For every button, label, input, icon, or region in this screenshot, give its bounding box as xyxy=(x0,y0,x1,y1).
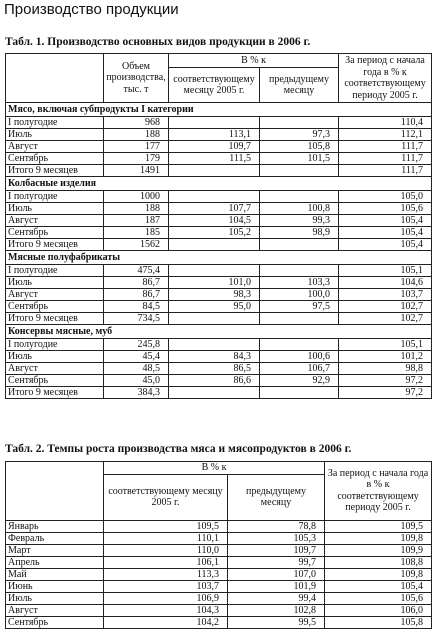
table-row xyxy=(6,556,432,568)
same-month-cell: 103,7 xyxy=(104,580,228,592)
month-label-cell: Июль xyxy=(6,592,104,604)
same-month-cell xyxy=(169,117,260,129)
month-label-cell: Август xyxy=(6,604,104,616)
row-label-cell: Август xyxy=(6,289,104,301)
row-label-cell: Август xyxy=(6,141,104,153)
table2-same-month-header: соответствующему месяцу 2005 г. xyxy=(104,474,228,520)
prev-month-cell xyxy=(260,191,339,203)
month-label-cell: Февраль xyxy=(6,532,104,544)
same-month-cell: 86,6 xyxy=(169,375,260,387)
row-label-cell: I полугодие xyxy=(6,339,104,351)
period-cell: 112,1 xyxy=(339,129,432,141)
prev-month-cell: 109,7 xyxy=(228,544,325,556)
prev-month-cell xyxy=(260,165,339,177)
table2-prev-month-header: предыдущему месяцу xyxy=(228,474,325,520)
volume-cell: 187 xyxy=(104,215,169,227)
prev-month-cell xyxy=(260,265,339,277)
period-cell: 97,2 xyxy=(339,375,432,387)
table-row xyxy=(6,616,432,628)
row-label-cell: Итого 9 месяцев xyxy=(6,239,104,251)
period-cell: 97,2 xyxy=(339,387,432,399)
row-label-cell: Июль xyxy=(6,277,104,289)
row-label-cell: Август xyxy=(6,215,104,227)
prev-month-cell: 100,0 xyxy=(260,289,339,301)
period-cell: 105,4 xyxy=(339,239,432,251)
table-row xyxy=(6,191,432,203)
period-cell: 104,6 xyxy=(339,277,432,289)
period-cell: 102,7 xyxy=(339,301,432,313)
table-row xyxy=(6,363,432,375)
table-row xyxy=(6,532,432,544)
table2-body xyxy=(6,520,432,628)
volume-cell: 734,5 xyxy=(104,313,169,325)
period-cell: 109,8 xyxy=(325,568,432,580)
period-cell: 105,8 xyxy=(325,616,432,628)
period-cell: 105,6 xyxy=(325,592,432,604)
prev-month-cell: 99,3 xyxy=(260,215,339,227)
table1-same-month-header: соответствующему месяцу 2005 г. xyxy=(169,68,260,103)
period-cell: 111,7 xyxy=(339,141,432,153)
month-label-cell: Январь xyxy=(6,520,104,532)
table1-section-heading: Колбасные изделия xyxy=(6,177,432,191)
table2-period-header: За период с начала года в % к соответствующему периоду 2005 г. xyxy=(325,462,432,521)
period-cell: 111,7 xyxy=(339,165,432,177)
same-month-cell: 84,3 xyxy=(169,351,260,363)
volume-cell: 48,5 xyxy=(104,363,169,375)
same-month-cell xyxy=(169,191,260,203)
volume-cell: 245,8 xyxy=(104,339,169,351)
row-label-cell: Итого 9 месяцев xyxy=(6,387,104,399)
page-title: Производство продукции xyxy=(4,1,179,18)
period-cell: 105,6 xyxy=(339,203,432,215)
same-month-cell: 101,0 xyxy=(169,277,260,289)
same-month-cell: 109,5 xyxy=(104,520,228,532)
table-row xyxy=(6,351,432,363)
prev-month-cell: 99,5 xyxy=(228,616,325,628)
table-row xyxy=(6,265,432,277)
volume-cell: 475,4 xyxy=(104,265,169,277)
prev-month-cell: 99,4 xyxy=(228,592,325,604)
same-month-cell xyxy=(169,165,260,177)
same-month-cell xyxy=(169,313,260,325)
prev-month-cell: 101,9 xyxy=(228,580,325,592)
prev-month-cell: 98,9 xyxy=(260,227,339,239)
table1-prev-month-header: предыдущему месяцу xyxy=(260,68,339,103)
same-month-cell xyxy=(169,339,260,351)
row-label-cell: Июль xyxy=(6,129,104,141)
period-cell: 108,8 xyxy=(325,556,432,568)
table-row xyxy=(6,568,432,580)
prev-month-cell: 101,5 xyxy=(260,153,339,165)
volume-cell: 179 xyxy=(104,153,169,165)
table-row xyxy=(6,339,432,351)
month-label-cell: Июнь xyxy=(6,580,104,592)
same-month-cell: 110,0 xyxy=(104,544,228,556)
prev-month-cell: 107,0 xyxy=(228,568,325,580)
prev-month-cell: 105,8 xyxy=(260,141,339,153)
period-cell: 110,4 xyxy=(339,117,432,129)
period-cell: 105,4 xyxy=(325,580,432,592)
same-month-cell: 104,3 xyxy=(104,604,228,616)
table1-body xyxy=(6,103,432,399)
prev-month-cell xyxy=(260,387,339,399)
period-cell: 101,2 xyxy=(339,351,432,363)
production-table xyxy=(5,53,432,399)
table-row xyxy=(6,520,432,532)
table-row xyxy=(6,239,432,251)
row-label-cell: Июль xyxy=(6,203,104,215)
table-row xyxy=(6,375,432,387)
prev-month-cell: 97,5 xyxy=(260,301,339,313)
table-row xyxy=(6,289,432,301)
period-cell: 105,4 xyxy=(339,215,432,227)
row-label-cell: Сентябрь xyxy=(6,301,104,313)
table-row xyxy=(6,604,432,616)
table-row xyxy=(6,117,432,129)
table-row xyxy=(6,580,432,592)
volume-cell: 968 xyxy=(104,117,169,129)
table-row xyxy=(6,313,432,325)
period-cell: 109,5 xyxy=(325,520,432,532)
period-cell: 109,8 xyxy=(325,532,432,544)
same-month-cell: 104,2 xyxy=(104,616,228,628)
prev-month-cell: 100,6 xyxy=(260,351,339,363)
table-row xyxy=(6,215,432,227)
period-cell: 111,7 xyxy=(339,153,432,165)
period-cell: 105,0 xyxy=(339,191,432,203)
period-cell: 105,4 xyxy=(339,227,432,239)
row-label-cell: Итого 9 месяцев xyxy=(6,313,104,325)
table1-section-heading: Мясные полуфабрикаты xyxy=(6,251,432,265)
volume-cell: 188 xyxy=(104,129,169,141)
same-month-cell: 105,2 xyxy=(169,227,260,239)
row-label-cell: I полугодие xyxy=(6,191,104,203)
row-label-cell: Сентябрь xyxy=(6,227,104,239)
same-month-cell: 110,1 xyxy=(104,532,228,544)
volume-cell: 384,3 xyxy=(104,387,169,399)
same-month-cell: 104,5 xyxy=(169,215,260,227)
prev-month-cell xyxy=(260,117,339,129)
prev-month-cell: 97,3 xyxy=(260,129,339,141)
same-month-cell xyxy=(169,239,260,251)
table2-corner-header xyxy=(6,462,104,521)
same-month-cell: 111,5 xyxy=(169,153,260,165)
table-row xyxy=(6,544,432,556)
growth-rate-table xyxy=(5,461,432,629)
volume-cell: 1562 xyxy=(104,239,169,251)
row-label-cell: Июль xyxy=(6,351,104,363)
table1-volume-header: Объем производства, тыс. т xyxy=(104,54,169,103)
table1-section-heading: Мясо, включая субпродукты I категории xyxy=(6,103,432,117)
period-cell: 103,7 xyxy=(339,289,432,301)
row-label-cell: Итого 9 месяцев xyxy=(6,165,104,177)
period-cell: 109,9 xyxy=(325,544,432,556)
prev-month-cell: 99,7 xyxy=(228,556,325,568)
volume-cell: 84,5 xyxy=(104,301,169,313)
same-month-cell: 86,5 xyxy=(169,363,260,375)
month-label-cell: Сентябрь xyxy=(6,616,104,628)
row-label-cell: Сентябрь xyxy=(6,375,104,387)
volume-cell: 185 xyxy=(104,227,169,239)
table-row xyxy=(6,141,432,153)
table1-corner-header xyxy=(6,54,104,103)
month-label-cell: Апрель xyxy=(6,556,104,568)
month-label-cell: Май xyxy=(6,568,104,580)
row-label-cell: Август xyxy=(6,363,104,375)
period-cell: 105,1 xyxy=(339,339,432,351)
volume-cell: 45,4 xyxy=(104,351,169,363)
volume-cell: 45,0 xyxy=(104,375,169,387)
volume-cell: 86,7 xyxy=(104,277,169,289)
prev-month-cell xyxy=(260,239,339,251)
table1-section-heading: Консервы мясные, муб xyxy=(6,325,432,339)
table-row xyxy=(6,277,432,289)
table-row xyxy=(6,227,432,239)
table1-caption: Табл. 1. Производство основных видов продукции в 2006 г. xyxy=(5,36,311,48)
table-row xyxy=(6,301,432,313)
prev-month-cell: 102,8 xyxy=(228,604,325,616)
table-row xyxy=(6,165,432,177)
prev-month-cell: 106,7 xyxy=(260,363,339,375)
same-month-cell: 113,1 xyxy=(169,129,260,141)
prev-month-cell: 103,3 xyxy=(260,277,339,289)
table2-pct-group-header: В % к xyxy=(104,462,325,475)
row-label-cell: I полугодие xyxy=(6,265,104,277)
period-cell: 102,7 xyxy=(339,313,432,325)
table-row xyxy=(6,387,432,399)
volume-cell: 1000 xyxy=(104,191,169,203)
prev-month-cell xyxy=(260,313,339,325)
period-cell: 98,8 xyxy=(339,363,432,375)
prev-month-cell: 100,8 xyxy=(260,203,339,215)
prev-month-cell: 78,8 xyxy=(228,520,325,532)
same-month-cell: 95,0 xyxy=(169,301,260,313)
prev-month-cell xyxy=(260,339,339,351)
row-label-cell: Сентябрь xyxy=(6,153,104,165)
volume-cell: 1491 xyxy=(104,165,169,177)
table-row xyxy=(6,592,432,604)
period-cell: 105,1 xyxy=(339,265,432,277)
table1-period-header: За период с начала года в % к соответствующему периоду 2005 г. xyxy=(339,54,432,103)
same-month-cell: 98,3 xyxy=(169,289,260,301)
same-month-cell: 106,9 xyxy=(104,592,228,604)
same-month-cell xyxy=(169,265,260,277)
table2-caption: Табл. 2. Темпы роста производства мяса и мясопродуктов в 2006 г. xyxy=(5,443,352,455)
same-month-cell: 113,3 xyxy=(104,568,228,580)
volume-cell: 188 xyxy=(104,203,169,215)
table1-pct-group-header: В % к xyxy=(169,54,339,68)
table-row xyxy=(6,129,432,141)
same-month-cell: 106,1 xyxy=(104,556,228,568)
month-label-cell: Март xyxy=(6,544,104,556)
same-month-cell xyxy=(169,387,260,399)
volume-cell: 86,7 xyxy=(104,289,169,301)
period-cell: 106,0 xyxy=(325,604,432,616)
prev-month-cell: 92,9 xyxy=(260,375,339,387)
same-month-cell: 109,7 xyxy=(169,141,260,153)
prev-month-cell: 105,3 xyxy=(228,532,325,544)
volume-cell: 177 xyxy=(104,141,169,153)
same-month-cell: 107,7 xyxy=(169,203,260,215)
row-label-cell: I полугодие xyxy=(6,117,104,129)
table-row xyxy=(6,153,432,165)
table-row xyxy=(6,203,432,215)
